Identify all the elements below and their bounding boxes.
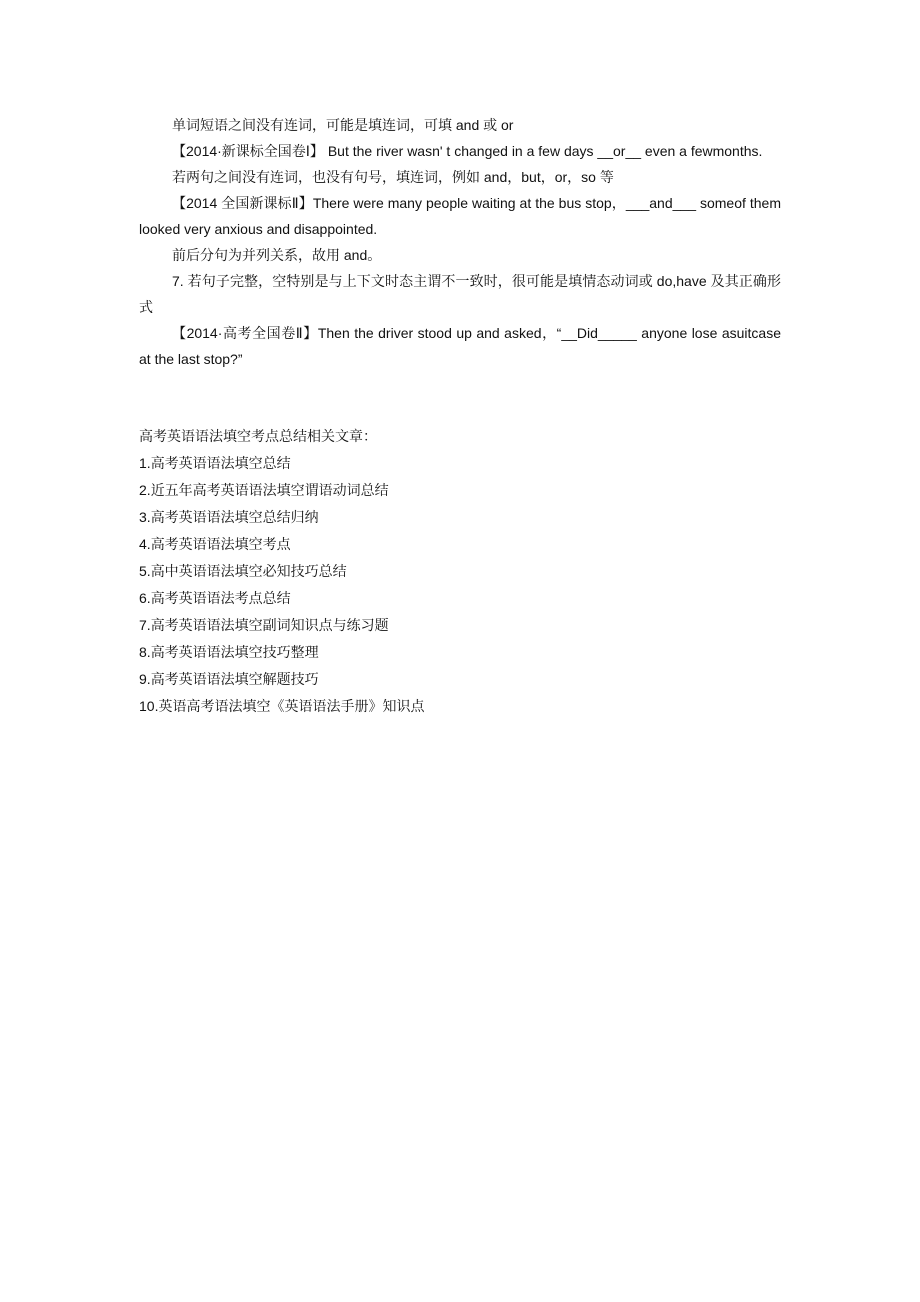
related-article-number: 6. [139,590,151,606]
related-article-number: 8. [139,644,151,660]
related-article-link-8[interactable] [139,639,781,666]
related-article-number: 9. [139,671,151,687]
paragraph-6: 7. 若句子完整，空特别是与上下文时态主谓不一致时，很可能是填情态动词或 do,have 及其正确形式 [139,273,781,315]
related-article-label: 高考英语语法填空总结 [150,456,291,472]
related-article-number: 4. [139,536,151,552]
related-article-number: 3. [139,509,151,525]
related-article-link-4[interactable] [139,531,781,558]
paragraph-1: 单词短语之间没有连词，可能是填连词，可填 and 或 or [172,117,514,133]
paragraph-4: 【2014 全国新课标Ⅱ】There were many people waiting at the bus stop，___and___ someof them looked very anxious and disappointed. [139,195,781,237]
paragraph-5: 前后分句为并列关系，故用 and。 [172,247,382,263]
related-article-link-5[interactable] [139,558,781,585]
paragraph-2: 【2014·新课标全国卷Ⅰ】 But the river wasn' t changed in a few days __or__ even a fewmonths. [172,143,763,159]
related-article-label: 高考英语语法填空总结归纳 [150,510,319,526]
related-article-label: 近五年高考英语语法填空谓语动词总结 [150,483,389,499]
related-article-link-6[interactable] [139,585,781,612]
related-article-label: 高考英语语法填空解题技巧 [150,672,319,688]
related-article-link-3[interactable] [139,504,781,531]
related-articles-list [139,450,781,720]
related-article-number: 7. [139,617,151,633]
related-article-label: 英语高考语法填空《英语语法手册》知识点 [158,699,425,715]
related-article-link-2[interactable] [139,477,781,504]
paragraph-7: 【2014·高考全国卷Ⅱ】Then the driver stood up and asked，“__Did_____ anyone lose asuitcase at the last stop?” [139,325,781,367]
paragraph-3: 若两句之间没有连词，也没有句号，填连词，例如 and，but，or，so 等 [172,169,614,185]
related-article-link-10[interactable] [139,693,781,720]
related-article-number: 2. [139,482,151,498]
related-article-label: 高考英语语法填空副词知识点与练习题 [150,618,389,634]
related-article-label: 高中英语语法填空必知技巧总结 [150,564,347,580]
related-article-number: 5. [139,563,151,579]
document-content [139,112,781,720]
related-article-label: 高考英语语法考点总结 [150,591,291,607]
related-article-link-1[interactable] [139,450,781,477]
related-article-number: 10. [139,698,159,714]
related-article-number: 1. [139,455,151,471]
section-gap [139,372,781,424]
related-article-link-9[interactable] [139,666,781,693]
related-article-link-7[interactable] [139,612,781,639]
related-article-label: 高考英语语法填空考点 [150,537,291,553]
related-article-label: 高考英语语法填空技巧整理 [150,645,319,661]
related-articles-title: 高考英语语法填空考点总结相关文章： [139,429,377,445]
